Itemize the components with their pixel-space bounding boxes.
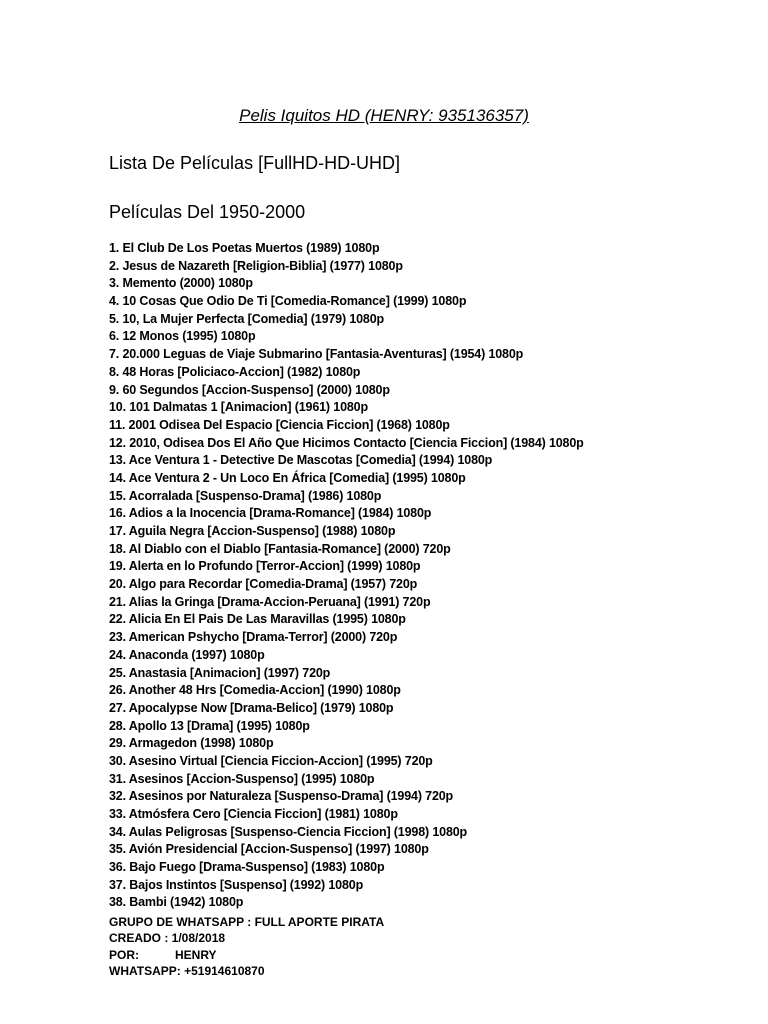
movie-item: 20. Algo para Recordar [Comedia-Drama] (1957) 720p <box>109 577 418 592</box>
movie-item: 1. El Club De Los Poetas Muertos (1989) 1080p <box>109 241 380 255</box>
range-heading: Películas Del 1950-2000 <box>109 202 306 222</box>
movie-item: 15. Acorralada [Suspenso-Drama] (1986) 1080p <box>109 488 382 503</box>
movie-item: 31. Asesinos [Accion-Suspenso] (1995) 1080p <box>109 771 375 786</box>
movie-item: 5. 10, La Mujer Perfecta [Comedia] (1979) 1080p <box>109 311 385 326</box>
author-name: HENRY <box>175 947 217 962</box>
movie-item: 10. 101 Dalmatas 1 [Animacion] (1961) 1080p <box>109 400 368 415</box>
created-date-line: CREADO : 1/08/2018 <box>109 931 226 946</box>
movie-item: 35. Avión Presidencial [Accion-Suspenso] (1997) 1080p <box>109 842 429 857</box>
movie-item: 14. Ace Ventura 2 - Un Loco En África [Comedia] (1995) 1080p <box>109 470 466 485</box>
author-label: POR: <box>109 947 139 962</box>
movie-item: 29. Armagedon (1998) 1080p <box>109 736 274 751</box>
movie-item: 17. Aguila Negra [Accion-Suspenso] (1988) 1080p <box>109 524 396 538</box>
movie-item: 21. Alias la Gringa [Drama-Accion-Peruana] (1991) 720p <box>109 594 431 609</box>
movie-item: 24. Anaconda (1997) 1080p <box>109 647 265 662</box>
movie-item: 38. Bambi (1942) 1080p <box>109 895 244 910</box>
movie-item: 19. Alerta en lo Profundo [Terror-Accion] (1999) 1080p <box>109 559 421 574</box>
movie-item: 3. Memento (2000) 1080p <box>109 276 253 291</box>
movie-item: 27. Apocalypse Now [Drama-Belico] (1979) 1080p <box>109 700 394 715</box>
movie-item: 7. 20.000 Leguas de Viaje Submarino [Fantasia-Aventuras] (1954) 1080p <box>109 347 524 362</box>
movie-item: 36. Bajo Fuego [Drama-Suspenso] (1983) 1080p <box>109 860 385 875</box>
movie-item: 11. 2001 Odisea Del Espacio [Ciencia Ficcion] (1968) 1080p <box>109 417 450 432</box>
movie-item: 9. 60 Segundos [Accion-Suspenso] (2000) 1080p <box>109 382 390 397</box>
movie-item: 32. Asesinos por Naturaleza [Suspenso-Drama] (1994) 720p <box>109 789 454 804</box>
movie-item: 12. 2010, Odisea Dos El Año Que Hicimos Contacto [Ciencia Ficcion] (1984) 1080p <box>109 435 584 450</box>
movie-item: 22. Alicia En El Pais De Las Maravillas (1995) 1080p <box>109 612 406 627</box>
list-heading: Lista De Películas [FullHD-HD-UHD] <box>109 153 401 173</box>
movie-item: 37. Bajos Instintos [Suspenso] (1992) 1080p <box>109 877 364 892</box>
movie-item: 16. Adios a la Inocencia [Drama-Romance] (1984) 1080p <box>109 506 432 521</box>
movie-item: 25. Anastasia [Animacion] (1997) 720p <box>109 665 331 680</box>
document-title: Pelis Iquitos HD (HENRY: 935136357) <box>239 106 529 125</box>
movie-item: 26. Another 48 Hrs [Comedia-Accion] (1990) 1080p <box>109 683 401 698</box>
movie-item: 28. Apollo 13 [Drama] (1995) 1080p <box>109 718 310 733</box>
movie-item: 34. Aulas Peligrosas [Suspenso-Ciencia Ficcion] (1998) 1080p <box>109 824 468 839</box>
movie-item: 18. Al Diablo con el Diablo [Fantasia-Romance] (2000) 720p <box>109 541 451 556</box>
movie-item: 8. 48 Horas [Policiaco-Accion] (1982) 1080p <box>109 364 361 379</box>
whatsapp-contact-line: WHATSAPP: +51914610870 <box>109 963 265 978</box>
movie-item: 33. Atmósfera Cero [Ciencia Ficcion] (1981) 1080p <box>109 807 398 821</box>
movie-item: 30. Asesino Virtual [Ciencia Ficcion-Accion] (1995) 720p <box>109 753 433 768</box>
movie-list <box>109 240 584 912</box>
movie-item: 2. Jesus de Nazareth [Religion-Biblia] (1977) 1080p <box>109 258 403 273</box>
movie-item: 13. Ace Ventura 1 - Detective De Mascotas [Comedia] (1994) 1080p <box>109 453 493 468</box>
movie-item: 6. 12 Monos (1995) 1080p <box>109 329 256 344</box>
whatsapp-group-line: GRUPO DE WHATSAPP : FULL APORTE PIRATA <box>109 915 385 929</box>
movie-item: 4. 10 Cosas Que Odio De Ti [Comedia-Romance] (1999) 1080p <box>109 294 467 309</box>
movie-item: 23. American Pshycho [Drama-Terror] (2000) 720p <box>109 630 398 645</box>
author-line <box>109 947 384 963</box>
footer-info <box>109 914 384 979</box>
